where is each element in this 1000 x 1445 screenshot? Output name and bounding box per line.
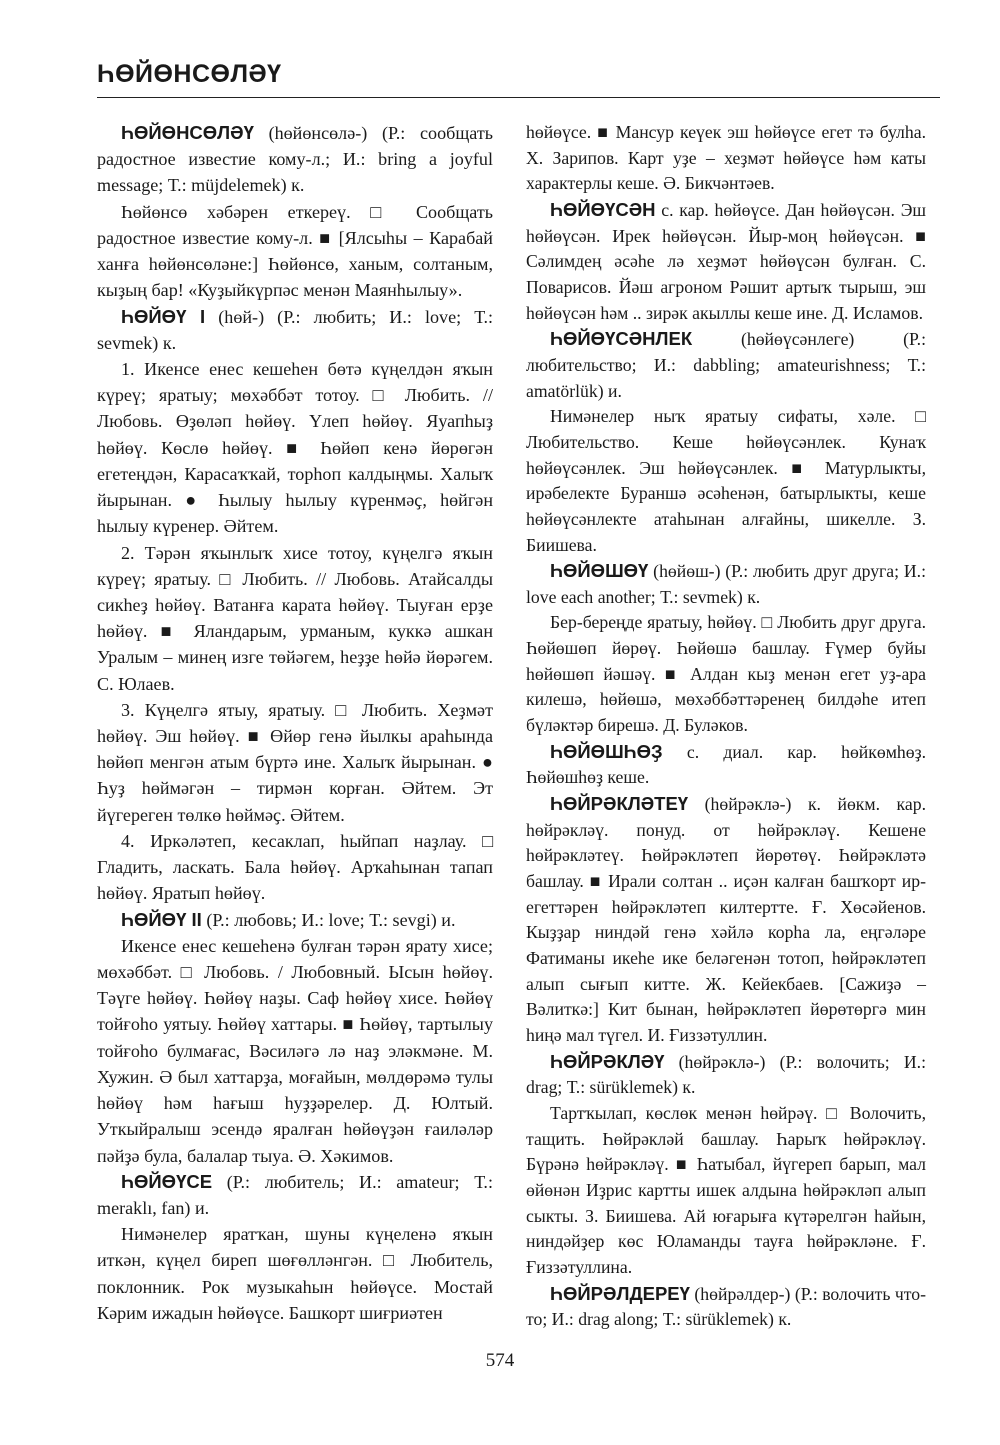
headword: ҺӨЙӨҮ I [121,305,206,327]
entry-text: Һөйөнсө хәбәрен еткереү. □ Сообщать радостное известие кому-л. ■ [Ялсыһы – Карабай ханға һөйөнсөләне:] Һөйөнсө, ханым, солтаным, кыҙың бар! «Куҙыйкүрпәс менән Маянһылыу». [97,201,493,301]
headword: ҺӨЙӨҮСӘН [550,198,656,220]
headword: ҺӨЙӨНСӨЛӘҮ [121,122,254,143]
entry-text: Икенсе енес кешеһенә булған тәрән ярату хисе; мөхәббәт. □ Любовь. / Любовный. Ысын һөйөү. Тәүге һөйөү. Һөйөү наҙы. Саф һөйөү хисе. Һөйөү тойғоһо уятыу. Һөйөү хаттары. ■ Һөйөү, тартылыу тойғоһо булмағас, Вәсиләгә лә наҙ эләкмәне. М. Хужин. Ә был хаттарҙа, моғайын, мөлдөрәмә тулы һөйөү һәм һағыш һуҙҙәрелер. Д. Юлтый. Уткыйралыш эсендә яралған һөйөүҙән ғаиләләр пәйҙә була, балалар тыуа. Ә. Хәкимов. [97,935,493,1166]
dictionary-entry [526,197,926,326]
header-rule [97,97,940,98]
definition-paragraph [97,1221,493,1326]
definition-paragraph [97,199,493,304]
definition-paragraph [526,404,926,558]
definition-paragraph [97,540,493,697]
entry-text: с. диал. кар. һөйкөмһөҙ. Һөйөшһөҙ кеше. [526,741,926,788]
headword: ҺӨЙӨШӨҮ [550,560,649,582]
definition-paragraph [526,1101,926,1281]
entry-text: (һөйрәклә-) к. йөкм. кар. һөйрәкләү. понуд. от һөйрәкләү. Кешене һөйрәкләтеү. Һөйрәкләтеп йөрөтөү. Һөйрәкләтә башлау. ■ Ирали солтан .. иҫән калған башҡорт ир-егеттәрен һөйрәкләтеп килтертте. Ғ. Хөсәйенов. Кыҙҙар ниндәй генә хәйлә корһа ла, еңгәләре Фатиманы икеһе ике беләгенән тотоп, һөйрәкләтеп алып сығып китте. Ж. Кейекбаев. [Сажиҙә – Вәлиткә:] Кит бынан, һөйрәкләтеп йөрөтөргә мин һиңә мал түгел. И. Ғиззәтуллин. [526,794,926,1045]
dictionary-entry [97,907,493,933]
entry-text: 2. Тәрән яҡынлыҡ хисе тотоу, күңелгә яҡын күреү; яратыу. □ Любить. // Любовь. Атайсалды сикһеҙ һөйөү. Ватанға карата һөйөү. Тыуған ерҙе һөйөү. ■ Яландарым, урманым, куккә ашкан Уралым – минең изге төйәгем, һеҙҙе һөйә йөрәгем. С. Юлаев. [97,542,493,694]
dictionary-entry [526,558,926,610]
entry-text: Нимәнелер яратҡан, шуны күңеленә яҡын иткән, күңел биреп шөғөлләнгән. □ Любитель, поклонник. Рок музыкаһын һөйөүсе. Мостай Кәрим ижадын һөйөүсе. Башкорт шиғриәтен [97,1224,493,1323]
entry-text: (һөйөнсөлә-) (Р.: сообщать радостное известие кому-л.; И.: bring a joyful message; Т.: müjdelemek) к. [97,123,493,196]
headword: ҺӨЙРӘЛДЕРЕҮ [550,1282,690,1304]
entry-text: 4. Иркәләтеп, кесаклап, һыйпап наҙлау. □ Гладить, ласкать. Бала һөйөү. Арҡаһынан тапап һөйөү. Яратып һөйөү. [97,830,493,904]
entry-text: Тартҡылап, көслөк менән һөйрәү. □ Волочить, тащить. Һөйрәкләй башлау. Һарыҡ һөйрәкләү. Бүрәнә һөйрәкләү. ■ Һатыбал, йүгереп барып, мал өйөнән Иҙрис картты ишек алдына һөйрәкләп алып сыкты. З. Биишева. Ай юғарыға күтәрелгән һайын, ниндәйҙер көс Юламанды тауға һөйрәкләне. Ғ. Ғиззәтуллина. [526,1102,926,1277]
dictionary-entry [97,304,493,356]
dictionary-entry [526,739,926,791]
entry-text: (һөйрәлдер-) (Р.: волочить что-то; И.: drag along; Т.: sürüklemek) к. [526,1283,926,1330]
headword: ҺӨЙӨҮ II [121,908,202,930]
entry-text: (Р.: любитель; И.: amateur; Т.: meraklı, fan) и. [97,1171,493,1218]
headword: ҺӨЙӨШҺӨҘ [550,740,663,762]
dictionary-entry [97,120,493,199]
entry-text: 1. Икенсе енес кешеһен бөтә күңелдән яҡын күреү; яратыу; мөхәббәт тотоу. □ Любить. // Любовь. Өҙөләп һөйөү. Үлеп һөйөү. Яуапһыҙ һөйөү. Көслө һөйөү. ■ Һөйөп кенә йөрөгән егетеңдән, Карасаҡҡай, торһоп калдыңмы. Халыҡ йырынан. ● Һылыу һылыу күренмәҫ, һөйгән һылыу күренер. Әйтем. [97,358,493,537]
definition-paragraph [97,933,493,1169]
entry-text: Бер-береңде яратыу, һөйөү. □ Любить друг друга. Һөйөшөп йөрөү. Һөйөшә башлау. Ғүмер буйы һөйөшөп йәшәү. ■ Алдан кыҙ менән егет уҙ-ара килешә, һөйөшә, мөхәббәттәренең билдәһе итеп бүләктәр бирешә. Д. Буләков. [526,612,926,736]
headword: ҺӨЙРӘКЛӘҮ [550,1050,665,1072]
entry-text: с. кар. һөйөүсе. Дан һөйөүсән. Эш һөйөүсән. Ирек һөйөүсән. Йыр-моң һөйөүсән. ■ Сәлимдең әсәһе лә хеҙмәт һөйөүсән булған. С. Поварисов. Йәш агроном Рәшит артыҡ тырыш, эш һөйөүсән һәм .. зирәк акыллы кеше ине. Д. Исламов. [526,199,926,323]
entry-text: Нимәнелер ныҡ яратыу сифаты, хәле. □ Любительство. Кеше һөйөүсәнлек. Кунаҡ һөйөүсәнлек. Эш һөйөүсәнлек. ■ Матурлыкты, ирәбелекте Бураншә әсәһенән, батырлыкты, кеше һөйөүсәнлекте атаһынан алғайны, шикелле. З. Биишева. [526,406,926,555]
entry-text: (һөйрәклә-) (Р.: волочить; И.: drag; Т.: sürüklemek) к. [526,1051,926,1098]
entry-text: һөйөүсе. ■ Мансур кеүек эш һөйөүсе егет тә булһа. Х. Зарипов. Карт уҙе – хеҙмәт һөйөүсе һәм каты характерлы кеше. Ә. Бикчәнтәев. [526,122,926,194]
definition-paragraph [526,610,926,738]
entry-text: (һөй-) (Р.: любить; И.: love; Т.: sevmek) к. [97,306,493,353]
dictionary-entry [97,1169,493,1221]
entry-text: (һөйөүсәнлеге) (Р.: любительство; И.: dabbling; amateurishness; Т.: amatörlük) и. [526,329,926,401]
running-head: ҺӨЙӨНСӨЛӘҮ [97,60,282,88]
headword: ҺӨЙӨҮСЕ [121,1170,213,1192]
definition-paragraph [97,356,493,540]
entry-text: 3. Күңелгә ятыу, яратыу. □ Любить. Хеҙмәт һөйөү. Эш һөйөү. ■ Өйөр генә йылкы араһында һөйөп менгән атым бүртә ине. Халыҡ йырынан. ● Һуҙ һөймәгән – тирмән корған. Әйтем. Эт йүгереген төлкө һөймәҫ. Әйтем. [97,699,493,825]
entry-text: (Р.: любовь; И.: love; Т.: sevgi) и. [201,909,456,930]
dictionary-entry [526,791,926,1049]
page-number: 574 [485,1350,515,1371]
definition-paragraph [97,828,493,907]
headword: ҺӨЙӨҮСӘНЛЕК [550,328,693,350]
definition-paragraph [526,120,926,197]
dictionary-entry [526,326,926,404]
right-column [526,120,926,1333]
entry-text: (һөйөш-) (Р.: любить друг друга; И.: love each another; Т.: sevmek) к. [526,561,926,607]
dictionary-entry [526,1049,926,1101]
headword: ҺӨЙРӘКЛӘТЕҮ [550,793,689,815]
dictionary-entry [526,1281,926,1333]
definition-paragraph [97,697,493,828]
left-column [97,120,493,1326]
